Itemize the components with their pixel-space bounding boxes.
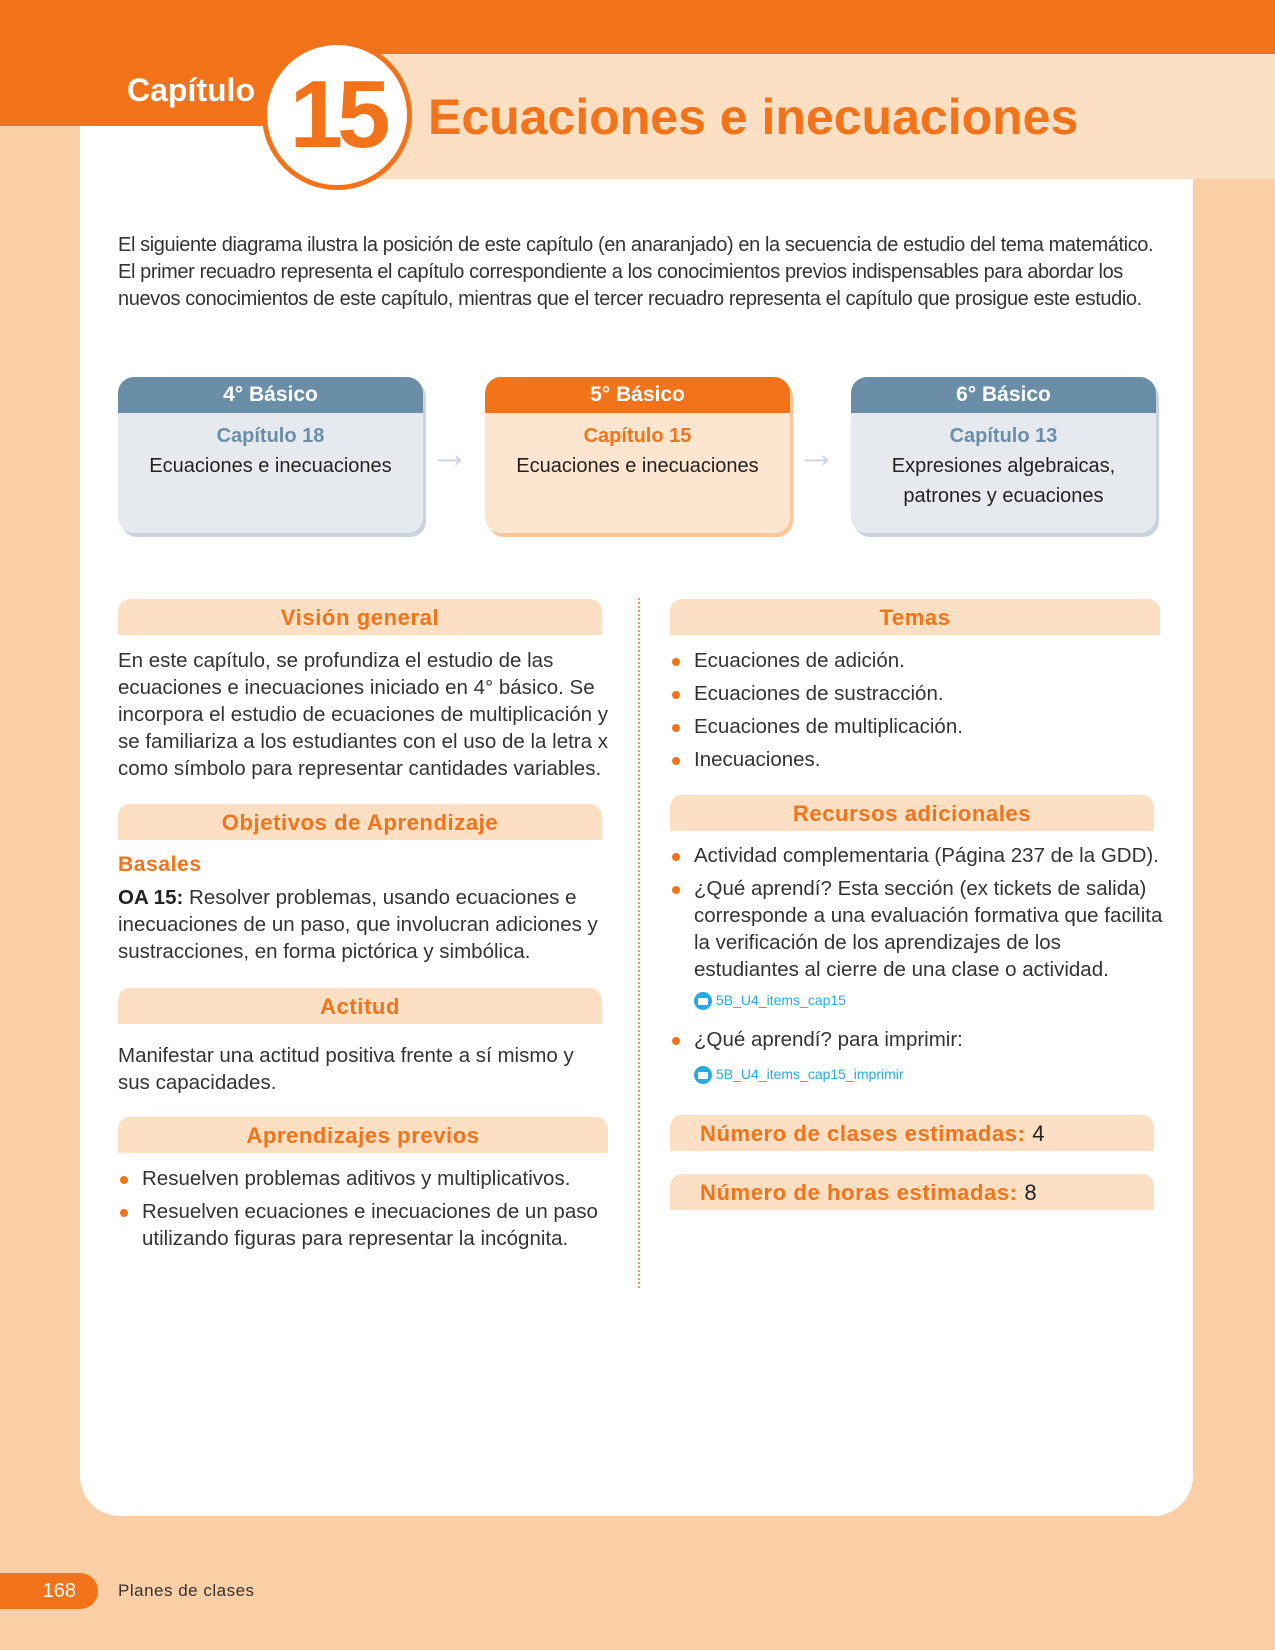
chapter-number: 15 — [289, 61, 385, 168]
footer-section-label: Planes de clases — [118, 1581, 255, 1600]
subheading-basales: Basales — [118, 853, 202, 876]
sequence-topic: Ecuaciones e inecuaciones — [149, 455, 392, 477]
chapter-label: Capítulo — [127, 72, 255, 108]
previos-list — [118, 1165, 618, 1258]
recursos-list — [670, 842, 1170, 1094]
chapter-number-badge — [262, 40, 412, 190]
list-item: Inecuaciones. — [670, 746, 1170, 773]
list-item: Actividad complementaria (Página 237 de la GDD). — [670, 842, 1170, 869]
sequence-chapter: Capítulo 13 — [949, 425, 1058, 447]
list-item: Ecuaciones de sustracción. — [670, 680, 1170, 707]
arrow-right-icon: → — [430, 432, 470, 476]
folder-icon — [694, 1066, 712, 1084]
bullet-dot-icon — [120, 1176, 128, 1184]
section-heading-temas: Temas — [670, 599, 1160, 635]
section-heading-previos: Aprendizajes previos — [118, 1117, 608, 1153]
page-number: 168 — [0, 1573, 98, 1609]
sequence-grade: 5° Básico — [485, 377, 790, 413]
sequence-grade: 4° Básico — [118, 377, 423, 413]
section-heading-vision: Visión general — [118, 599, 602, 635]
list-item: Ecuaciones de multiplicación. — [670, 713, 1170, 740]
estimated-classes — [670, 1115, 1154, 1151]
sequence-box-previous — [118, 377, 423, 533]
bullet-dot-icon — [672, 658, 680, 666]
estimated-hours — [670, 1174, 1154, 1210]
oa-label: OA 15: — [118, 886, 184, 909]
section-heading-objetivos: Objetivos de Aprendizaje — [118, 804, 602, 840]
sequence-grade: 6° Básico — [851, 377, 1156, 413]
estimated-classes-value: 4 — [1032, 1121, 1046, 1146]
estimated-classes-label: Número de clases estimadas: — [700, 1121, 1026, 1146]
list-item: Ecuaciones de adición. — [670, 647, 1170, 674]
bullet-dot-icon — [672, 691, 680, 699]
sequence-box-current — [485, 377, 790, 533]
list-item: Resuelven problemas aditivos y multiplicativos. — [118, 1165, 618, 1192]
list-item: ¿Qué aprendí? para imprimir: 5B_U4_items_cap15_imprimir — [670, 1026, 1170, 1088]
vision-text: En este capítulo, se profundiza el estudio de las ecuaciones e inecuaciones iniciado en 4° básico. Se incorpora el estudio de ecuaciones de multiplicación y se familiariza a los estudiantes con el uso de la letra x como símbolo para representar cantidades variables. — [118, 649, 609, 780]
bullet-dot-icon — [672, 886, 680, 894]
list-item: Resuelven ecuaciones e inecuaciones de un paso utilizando figuras para representar la incógnita. — [118, 1198, 618, 1252]
actitud-text: Manifestar una actitud positiva frente a sí mismo y sus capacidades. — [118, 1044, 574, 1094]
section-heading-actitud: Actitud — [118, 988, 602, 1024]
sequence-topic: Ecuaciones e inecuaciones — [516, 455, 759, 477]
arrow-right-icon: → — [797, 432, 837, 476]
sequence-chapter: Capítulo 15 — [583, 425, 692, 447]
column-divider — [638, 598, 640, 1288]
bullet-dot-icon — [672, 1037, 680, 1045]
file-link-items[interactable]: 5B_U4_items_cap15 — [694, 987, 1170, 1014]
folder-icon — [694, 992, 712, 1010]
file-link-imprimir[interactable]: 5B_U4_items_cap15_imprimir — [694, 1061, 1170, 1088]
bullet-dot-icon — [120, 1209, 128, 1217]
bullet-dot-icon — [672, 724, 680, 732]
section-heading-recursos: Recursos adicionales — [670, 795, 1154, 831]
sequence-topic: Expresiones algebraicas, patrones y ecuaciones — [891, 455, 1116, 507]
bullet-dot-icon — [672, 853, 680, 861]
sequence-box-next — [851, 377, 1156, 533]
page-title: Ecuaciones e inecuaciones — [428, 89, 1079, 145]
intro-paragraph: El siguiente diagrama ilustra la posición de este capítulo (en anaranjado) en la secuencia de estudio del tema matemático. El primer recuadro representa el capítulo correspondiente a los conocimientos previos indispensables para abordar los nuevos conocimientos de este capítulo, mientras que el tercer recuadro representa el capítulo que prosigue este estudio. — [118, 234, 1154, 310]
temas-list — [670, 647, 1170, 779]
oa-description: Resolver problemas, usando ecuaciones e inecuaciones de un paso, que involucran adiciones y sustracciones, en forma pictórica y simbólica. — [118, 886, 598, 963]
list-item: ¿Qué aprendí? Esta sección (ex tickets de salida) corresponde a una evaluación formativa que facilita la verificación de los aprendizajes de los estudiantes al cierre de una clase o actividad. 5B_U4_items_cap15 — [670, 875, 1170, 1014]
estimated-hours-label: Número de horas estimadas: — [700, 1180, 1018, 1205]
oa-text — [118, 884, 608, 965]
estimated-hours-value: 8 — [1024, 1180, 1038, 1205]
sequence-chapter: Capítulo 18 — [216, 425, 325, 447]
bullet-dot-icon — [672, 757, 680, 765]
